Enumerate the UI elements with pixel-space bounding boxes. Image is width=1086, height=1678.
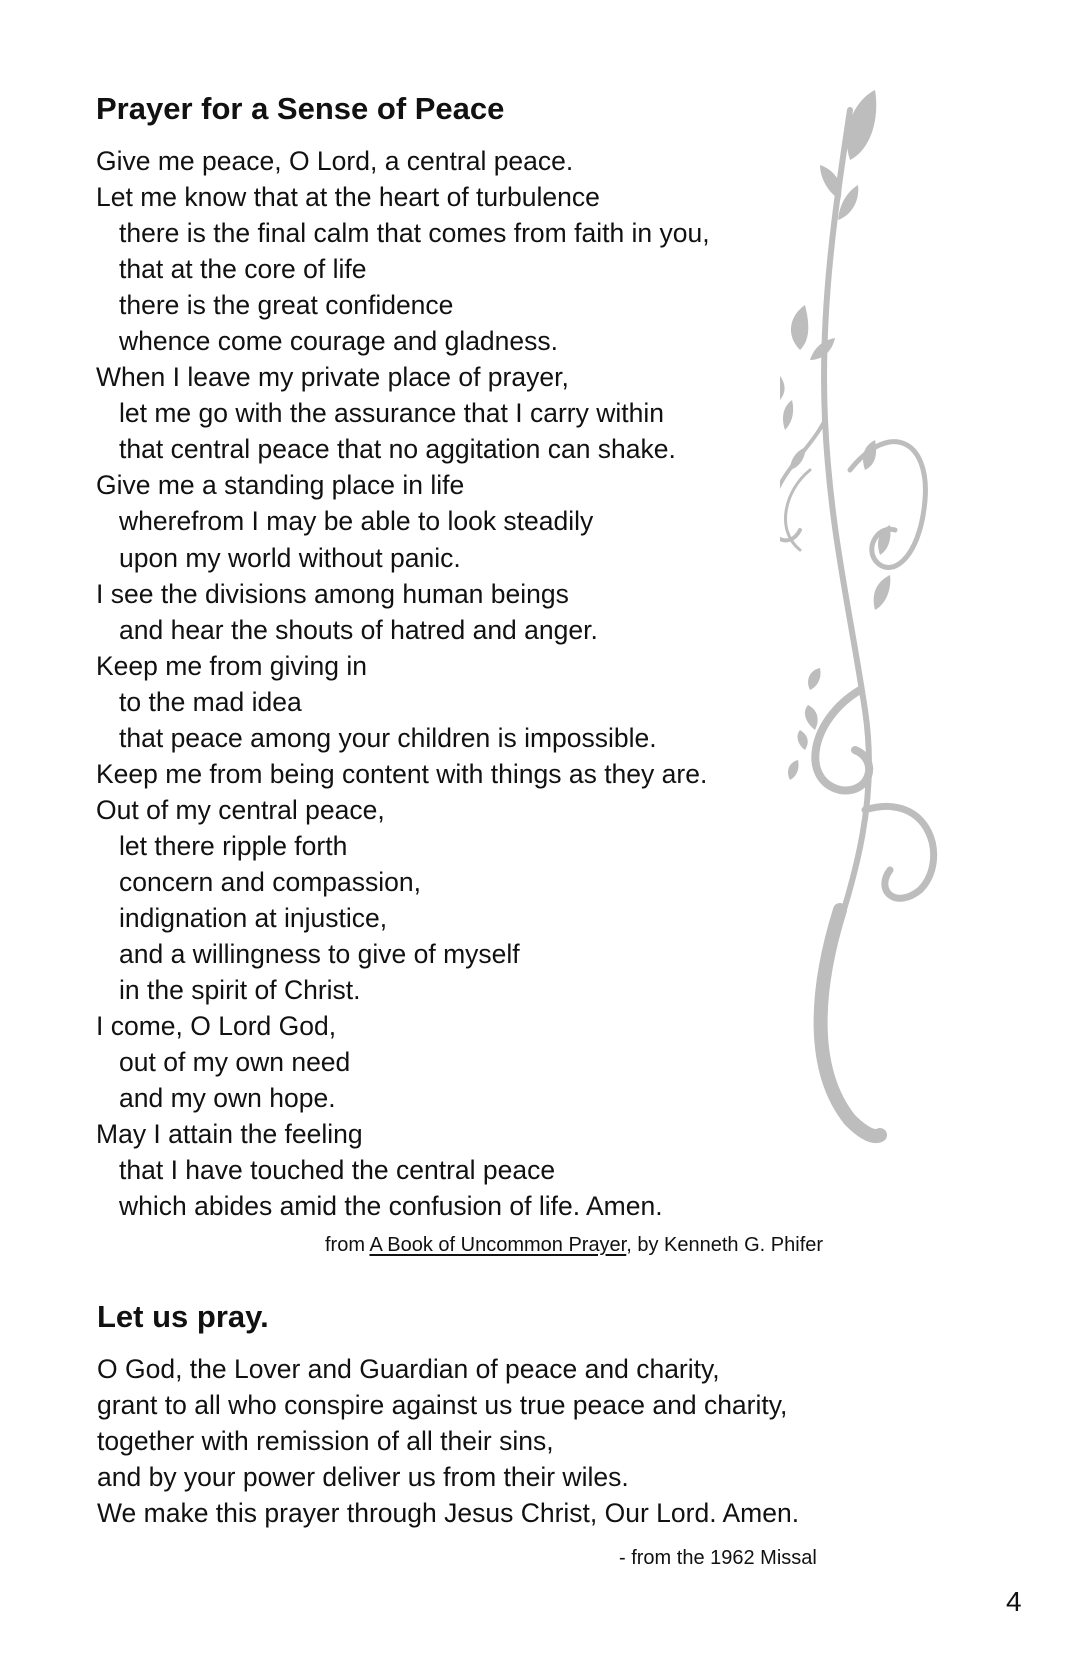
- book-title: A Book of Uncommon Prayer: [369, 1234, 627, 1256]
- prayer-line: and hear the shouts of hatred and anger.: [119, 614, 598, 645]
- prayer-line: concern and compassion,: [119, 866, 421, 897]
- prayer-line: that central peace that no aggitation can shake.: [119, 434, 676, 465]
- prayer-line: Keep me from being content with things as they are.: [96, 758, 708, 789]
- prayer-line: Out of my central peace,: [96, 794, 385, 825]
- collect-line: grant to all who conspire against us true peace and charity,: [97, 1390, 788, 1420]
- prayer-body: [96, 143, 710, 1224]
- prayer-line: which abides amid the confusion of life. Amen.: [119, 1191, 663, 1222]
- collect-line: and by your power deliver us from their wiles.: [97, 1462, 629, 1492]
- prayer-line: I see the divisions among human beings: [96, 578, 569, 609]
- prayer-line: that at the core of life: [119, 254, 367, 285]
- prayer-line: let there ripple forth: [119, 830, 348, 861]
- page-number: 4: [1006, 1586, 1022, 1617]
- attribution-prefix: from: [325, 1234, 370, 1256]
- prayer-line: May I attain the feeling: [96, 1119, 363, 1150]
- prayer-line: and a willingness to give of myself: [119, 939, 520, 970]
- prayer-line: Give me a standing place in life: [96, 470, 465, 501]
- prayer-line: that I have touched the central peace: [119, 1155, 556, 1186]
- prayer-line: When I leave my private place of prayer,: [96, 362, 569, 393]
- collect-body: [97, 1351, 799, 1531]
- collect-line: together with remission of all their sins,: [97, 1426, 554, 1456]
- missal-attribution: - from the 1962 Missal: [619, 1547, 817, 1569]
- prayer-line: whence come courage and gladness.: [119, 326, 559, 357]
- prayer-title: Prayer for a Sense of Peace: [96, 91, 505, 126]
- prayer-line: Give me peace, O Lord, a central peace.: [96, 146, 574, 176]
- prayer-line: Keep me from giving in: [96, 650, 368, 681]
- vine-ornament-icon: [780, 90, 1000, 1220]
- prayer-line: upon my world without panic.: [119, 542, 461, 573]
- prayer-line: and my own hope.: [119, 1083, 336, 1114]
- prayer-line: there is the great confidence: [119, 290, 454, 321]
- attribution-author: , by Kenneth G. Phifer: [626, 1234, 824, 1256]
- collect-line: O God, the Lover and Guardian of peace and charity,: [97, 1354, 720, 1384]
- prayer-line: in the spirit of Christ.: [119, 975, 361, 1006]
- prayer-line: I come, O Lord God,: [96, 1011, 337, 1042]
- prayer-attribution: [325, 1233, 823, 1257]
- prayer-line: there is the final calm that comes from faith in you,: [119, 218, 710, 249]
- prayer-line: to the mad idea: [119, 686, 302, 717]
- prayer-line: Let me know that at the heart of turbulence: [96, 182, 600, 213]
- prayer-line: wherefrom I may be able to look steadily: [119, 506, 594, 537]
- prayer-line: out of my own need: [119, 1047, 351, 1078]
- prayer-line: indignation at injustice,: [119, 902, 388, 933]
- prayer-line: let me go with the assurance that I carry within: [119, 398, 664, 429]
- let-us-pray-heading: Let us pray.: [97, 1299, 269, 1334]
- collect-line: We make this prayer through Jesus Christ, Our Lord. Amen.: [97, 1498, 800, 1528]
- prayer-line: that peace among your children is impossible.: [119, 722, 657, 753]
